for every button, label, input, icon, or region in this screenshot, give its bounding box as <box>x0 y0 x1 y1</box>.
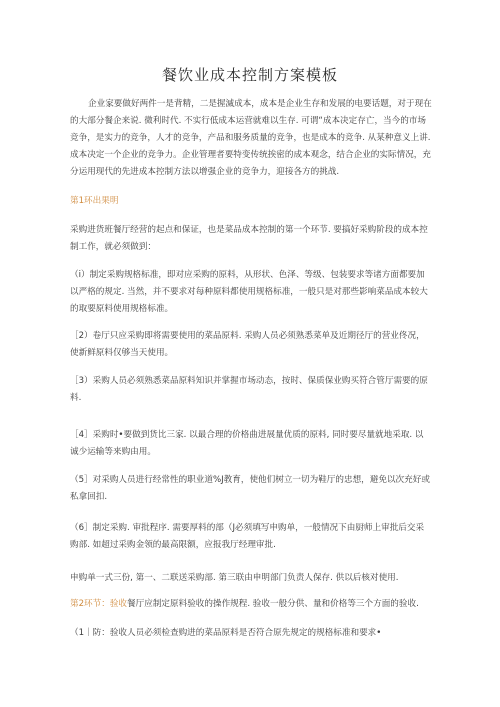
list-item-5: （5］对采购人员进行经常性的职业道%J教育，使他们树立一切为鞋厅的忠想，避免以次充好或私拿回扣. <box>70 475 430 502</box>
section1-intro-paragraph: 采购进货班餐厅经营的起点和保证，也是菜品成本控制的第一个环节. 要搞好采购阶段的成本控制工作，就必须做到： <box>70 225 428 252</box>
section2-heading <box>70 596 432 613</box>
section2-heading-text: 餐厅应制定原料验收的操作规程. 验收一般分供、量和价格等三个方面的验收. <box>127 599 419 609</box>
list-item-4: ［4］采购时•要做到货比三家. 以最合理的价格曲进展量优质的原料, 同时要尽量就地采取. 以诚少运输等来购由用。 <box>70 430 424 457</box>
document-title: 餐饮业成本控制方案模板 <box>161 66 338 84</box>
list-item-6: （6］制定采购. 审批程序. 需要厚料的部（J必须填写申购单，一般情况下由厨师上审批后交采购部. 如超过采购金领的最高限额，应报我厅经理审批. <box>70 523 425 550</box>
list-item-b1: （1｜防：验收人员必须检查购进的菜品原料是否符合原先规定的规格标准和要求• <box>70 628 382 638</box>
triplicate-paragraph: 申购单一式三份, 第一、二联送采购部. 第三联由申明部门负责人保存. 供以后核对使用. <box>70 573 399 583</box>
intro-paragraph: 企业家要做好两件一是背精，二是握滅成本，成本是企业生存和发展的电要话题，对于现在的大部分餐企来说. 微利时代. 不实行低成本运营就难以生存. 可谓“成本决定存亡，当今的市场竞争，是实力的竞争，人才的竞争，产品和服务质量的竞争，也是成本的竞争. 从某种意义上讲. 成本决定一个企业的竞争力。企业管理者要特变传统挨密的成本观念，结合企业的实际情况，充分运用现代的先进成本控制方法以增强企业的竞争力，迎接各方的挑战. <box>70 99 432 177</box>
list-item-2: ［2）卷厅只应采购即将需要使用的菜品原料. 采购人员必须熟悉菜单及近期径厅的营业佟况，使新鲜原料仅够当天使用。 <box>70 331 425 358</box>
list-item-3: ［3）采购人员必须熟悉菜品原料知识并掌握市场动态，按时、保质保业购买符合管厅需要的原料. <box>70 376 428 403</box>
section1-heading: 第1环出果明 <box>70 196 119 206</box>
section2-heading-label: 第2环节：验收 <box>70 599 128 609</box>
list-item-i: （i）制定采购规格标准，即对应采购的原料，从形状、色泽、等级、包装要求等诸方面都要加以严格的规定. 当然，并不要求对每种原料都使用规格标准，一般只是对那些影响菜品成本较大的取要原料使用规格标准。 <box>70 270 428 314</box>
